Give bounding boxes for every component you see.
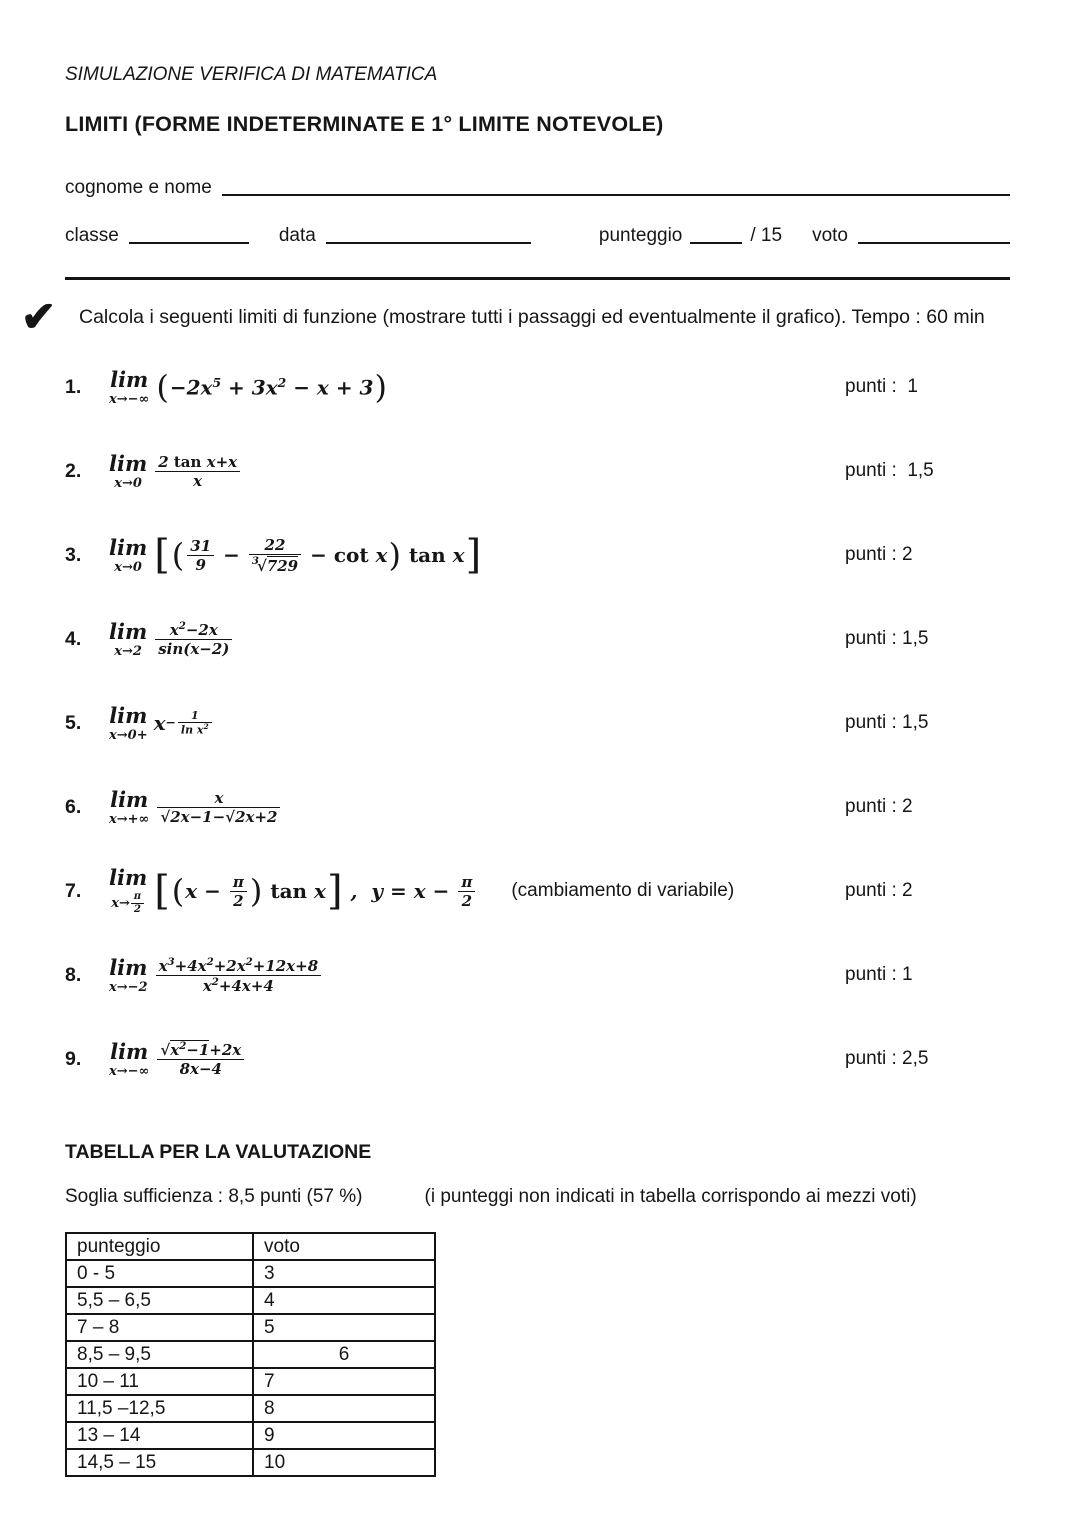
grading-table-row [66, 1314, 435, 1341]
problem-row [65, 1017, 1010, 1101]
limit-formula: lim x→−2 $x^3+4x^2+2x^2+12x+8$ $x^2+4x+4$ [109, 956, 323, 995]
document-subtitle: SIMULAZIONE VERIFICA DI MATEMATICA [65, 64, 438, 85]
problem-number: 7. [65, 879, 82, 902]
grading-table-row [66, 1287, 435, 1314]
voto-label: voto [812, 225, 848, 246]
cognome-label: cognome e nome [65, 177, 212, 198]
grading-table-row [66, 1368, 435, 1395]
class-date-score-row [65, 225, 1010, 247]
punteggio-outof-label: / 15 [750, 225, 783, 246]
voto-blank-line [858, 242, 1010, 244]
voto-cell: 9 [253, 1422, 435, 1449]
punteggi-nota-text: (i punteggi non indicati in tabella corrispondo ai mezzi voti) [424, 1186, 917, 1207]
soglia-text: Soglia sufficienza : 8,5 punti (57 %) [65, 1186, 363, 1207]
cognome-blank-line [222, 194, 1010, 196]
punteggio-blank-line [690, 242, 742, 244]
valutazione-title: TABELLA PER LA VALUTAZIONE [65, 1141, 372, 1163]
problem-number: 4. [65, 627, 82, 650]
classe-label: classe [65, 225, 119, 246]
instruction-line [21, 293, 1010, 340]
limit-formula: lim x→ $\frac{\pi}{2}$ [ ( x − $\frac{\pi}{2}$ ) tan x ] , y = x − $\frac{\pi}{2}$ [109, 867, 477, 916]
limit-formula: lim x→2 $x^2-2x$ sin(x−2) [109, 620, 234, 658]
limit-formula: lim x→0 [ ( 31 9 − $\frac{22}{^3√729}$ − cot x ) tan x ] [109, 532, 482, 578]
problem-formula-area [109, 1040, 845, 1078]
grading-header-voto: voto [253, 1233, 435, 1260]
voto-cell: 5 [253, 1314, 435, 1341]
problem-number: 8. [65, 963, 82, 986]
grading-table-row [66, 1422, 435, 1449]
grading-table-header-row [66, 1233, 435, 1260]
problem-row [65, 513, 1010, 597]
instruction-text: Calcola i seguenti limiti di funzione (mostrare tutti i passaggi ed eventualmente il grafico). Tempo : 60 min [79, 306, 985, 328]
problems-list [65, 345, 1010, 1101]
name-field-row [65, 177, 1010, 199]
voto-cell: 3 [253, 1260, 435, 1287]
classe-blank-line [129, 242, 249, 244]
grading-table-body [66, 1233, 435, 1476]
problem-number: 2. [65, 459, 82, 482]
data-label: data [278, 225, 316, 246]
horizontal-divider [65, 277, 1010, 280]
problem-row [65, 597, 1010, 681]
problem-points: punti : 2 [845, 796, 913, 817]
punteggio-cell: 5,5 – 6,5 [66, 1287, 253, 1314]
problem-number: 3. [65, 543, 82, 566]
problem-row [65, 429, 1010, 513]
problem-formula-area [109, 620, 845, 658]
voto-cell: 8 [253, 1395, 435, 1422]
punteggio-label: punteggio [598, 225, 683, 246]
grading-table-row [66, 1449, 435, 1476]
limit-formula: lim x→−∞ ( $-2x^5 + 3x^2 - x + 3$ ) [109, 366, 387, 407]
problem-points: punti : 1 [845, 376, 918, 397]
punteggio-cell: 14,5 – 15 [66, 1449, 253, 1476]
problem-row [65, 345, 1010, 429]
problem-points: punti : 2,5 [845, 1048, 929, 1069]
problem-points: punti : 2 [845, 880, 913, 901]
voto-cell: 7 [253, 1368, 435, 1395]
problem-points: punti : 1 [845, 964, 913, 985]
punteggio-cell: 13 – 14 [66, 1422, 253, 1449]
problem-points: punti : 1,5 [845, 628, 929, 649]
problem-formula-area [109, 532, 845, 578]
voto-cell: 10 [253, 1449, 435, 1476]
punteggio-cell: 11,5 –12,5 [66, 1395, 253, 1422]
problem-points: punti : 2 [845, 544, 913, 565]
grading-header-punteggio: punteggio [66, 1233, 253, 1260]
page-title: LIMITI (FORME INDETERMINATE E 1° LIMITE NOTEVOLE) [65, 112, 664, 136]
voto-cell: 6 [253, 1341, 435, 1368]
limit-formula: lim x→0 2 tan x+x x [109, 453, 242, 490]
limit-formula: lim x→0+ x − $\frac{1}{\ln x^2}$ [109, 705, 214, 742]
grading-table-row [66, 1341, 435, 1368]
problem-formula-area [109, 956, 845, 995]
problem-number: 5. [65, 711, 82, 734]
problem-number: 1. [65, 375, 82, 398]
problem-formula-area [109, 450, 845, 491]
problem-formula-area [109, 366, 845, 407]
problem-row [65, 849, 1010, 933]
problem-row [65, 765, 1010, 849]
problem-points: punti : 1,5 [845, 712, 929, 733]
problem-formula-area [109, 864, 845, 916]
valutazione-subtitle-row [65, 1186, 1010, 1208]
grading-table-row [66, 1260, 435, 1287]
punteggio-cell: 0 - 5 [66, 1260, 253, 1287]
voto-cell: 4 [253, 1287, 435, 1314]
punteggio-cell: 8,5 – 9,5 [66, 1341, 253, 1368]
problem-number: 6. [65, 795, 82, 818]
problem-formula-area [109, 702, 845, 743]
problem-points: punti : 1,5 [845, 460, 934, 481]
problem-note: (cambiamento di variabile) [511, 880, 735, 901]
limit-formula: lim x→−∞ $√x^2-1+2x$ 8x−4 [109, 1040, 246, 1078]
grading-table [65, 1232, 436, 1477]
problem-row [65, 681, 1010, 765]
data-blank-line [326, 242, 531, 244]
problem-formula-area [109, 786, 845, 827]
problem-number: 9. [65, 1047, 82, 1070]
limit-formula: lim x→+∞ x √2x−1−√2x+2 [109, 789, 282, 826]
grading-table-row [66, 1395, 435, 1422]
checkmark-icon: ✔ [21, 293, 57, 340]
punteggio-cell: 10 – 11 [66, 1368, 253, 1395]
problem-row [65, 933, 1010, 1017]
punteggio-cell: 7 – 8 [66, 1314, 253, 1341]
